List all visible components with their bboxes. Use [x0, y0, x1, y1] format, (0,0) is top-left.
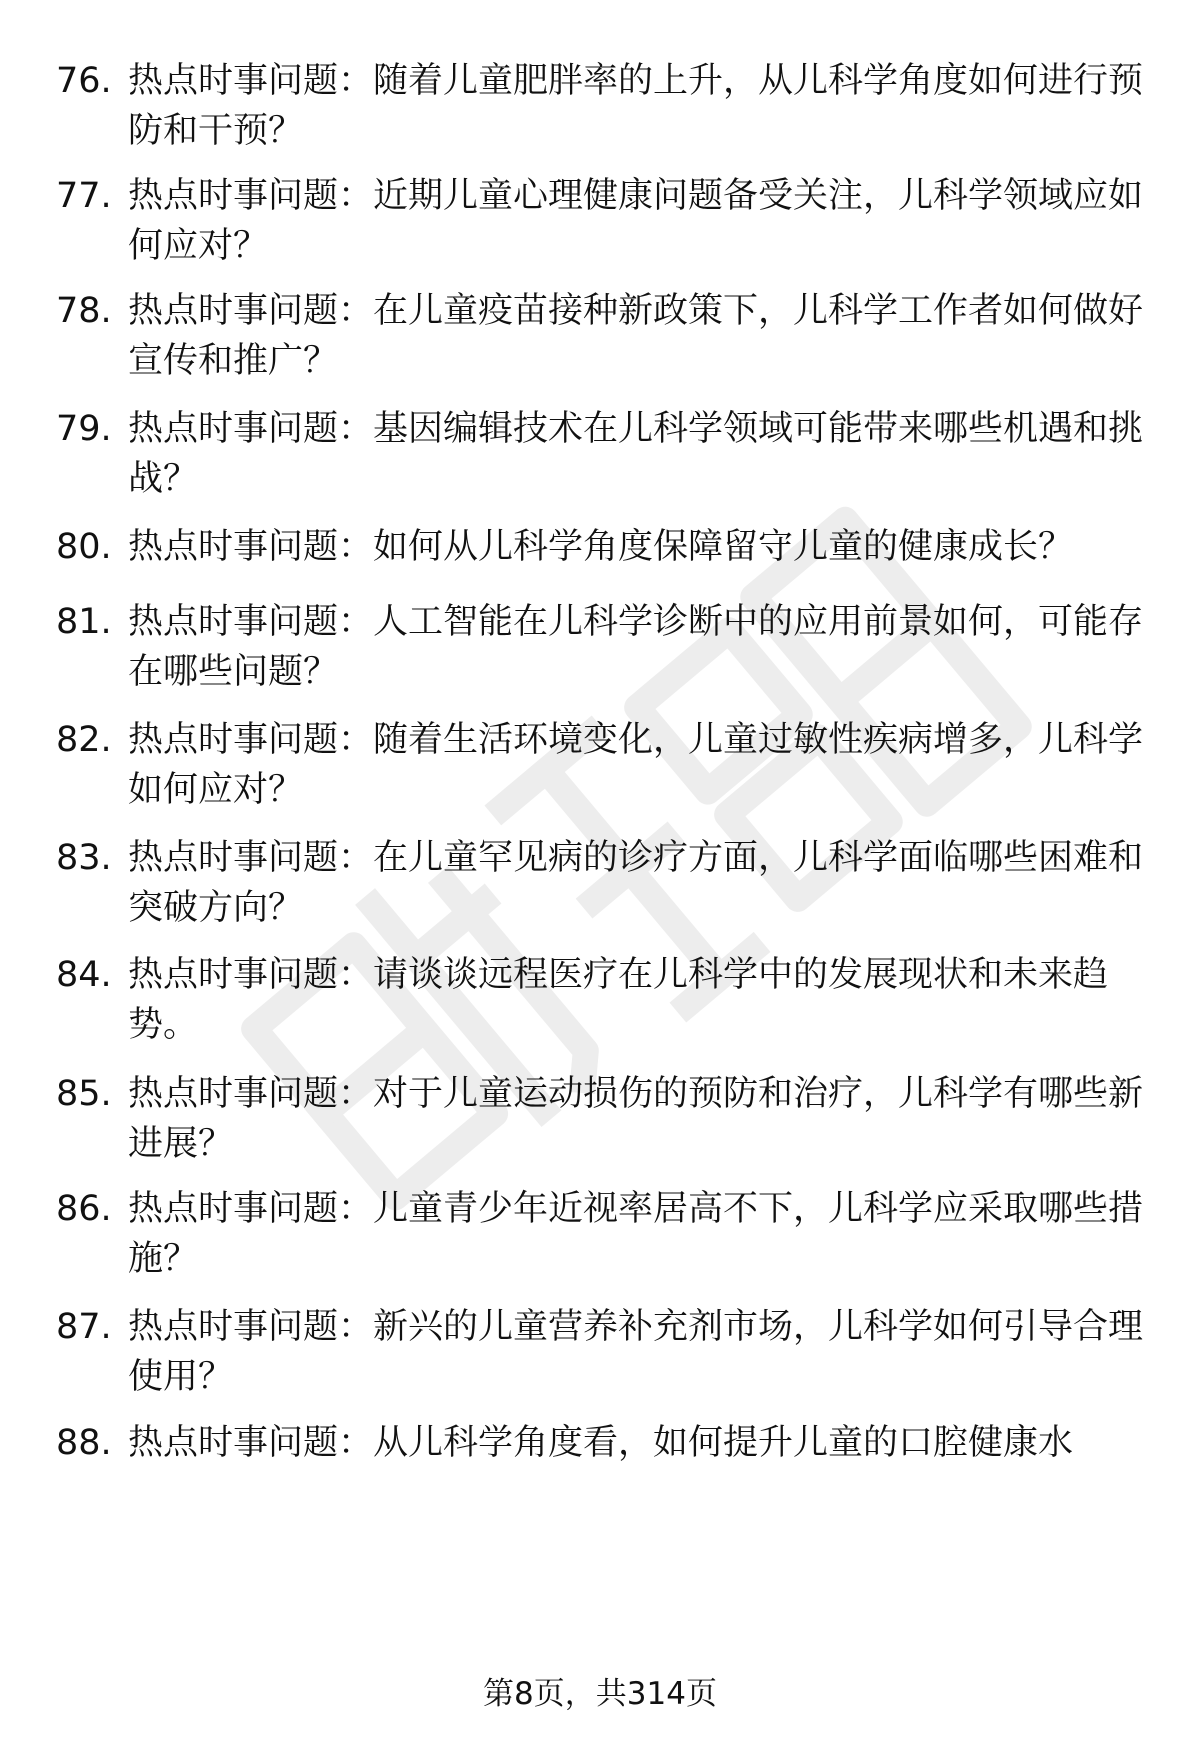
question-item	[56, 715, 1146, 815]
question-text: 热点时事问题：基因编辑技术在儿科学领域可能带来哪些机遇和挑战？	[128, 409, 1144, 499]
question-number: 77.	[56, 176, 112, 216]
question-text: 热点时事问题：随着儿童肥胖率的上升，从儿科学角度如何进行预防和干预？	[128, 61, 1144, 151]
question-text: 热点时事问题：在儿童罕见病的诊疗方面，儿科学面临哪些困难和突破方向？	[128, 838, 1144, 928]
question-number: 80.	[56, 527, 112, 567]
question-item	[56, 1184, 1146, 1284]
question-item	[56, 597, 1146, 697]
question-text: 热点时事问题：随着生活环境变化，儿童过敏性疾病增多，儿科学如何应对？	[128, 720, 1144, 810]
question-item	[56, 56, 1146, 156]
question-number: 84.	[56, 955, 112, 995]
question-item	[56, 404, 1146, 504]
question-number: 78.	[56, 291, 112, 331]
question-number: 85.	[56, 1074, 112, 1114]
question-number: 86.	[56, 1189, 112, 1229]
question-text: 热点时事问题：如何从儿科学角度保障留守儿童的健康成长？	[128, 527, 1074, 567]
question-item	[56, 171, 1146, 271]
question-item	[56, 1418, 1146, 1468]
page-footer: 第8页，共314页	[483, 1676, 717, 1712]
question-number: 88.	[56, 1423, 112, 1463]
question-number: 87.	[56, 1307, 112, 1347]
question-item	[56, 1302, 1146, 1402]
question-number: 82.	[56, 720, 112, 760]
question-text: 热点时事问题：从儿科学角度看，如何提升儿童的口腔健康水	[128, 1423, 1074, 1463]
question-text: 热点时事问题：请谈谈远程医疗在儿科学中的发展现状和未来趋势。	[128, 955, 1109, 1045]
question-text: 热点时事问题：人工智能在儿科学诊断中的应用前景如何，可能存在哪些问题？	[128, 602, 1144, 692]
question-number: 79.	[56, 409, 112, 449]
question-number: 83.	[56, 838, 112, 878]
question-item	[56, 286, 1146, 386]
question-item	[56, 833, 1146, 933]
question-text: 热点时事问题：儿童青少年近视率居高不下，儿科学应采取哪些措施？	[128, 1189, 1144, 1279]
question-text: 热点时事问题：在儿童疫苗接种新政策下，儿科学工作者如何做好宣传和推广？	[128, 291, 1144, 381]
question-number: 81.	[56, 602, 112, 642]
question-number: 76.	[56, 61, 112, 101]
question-item	[56, 1069, 1146, 1169]
question-item	[56, 950, 1146, 1050]
question-text: 热点时事问题：近期儿童心理健康问题备受关注，儿科学领域应如何应对？	[128, 176, 1144, 266]
question-text: 热点时事问题：对于儿童运动损伤的预防和治疗，儿科学有哪些新进展？	[128, 1074, 1144, 1164]
question-text: 热点时事问题：新兴的儿童营养补充剂市场，儿科学如何引导合理使用？	[128, 1307, 1144, 1397]
question-item	[56, 522, 1146, 572]
